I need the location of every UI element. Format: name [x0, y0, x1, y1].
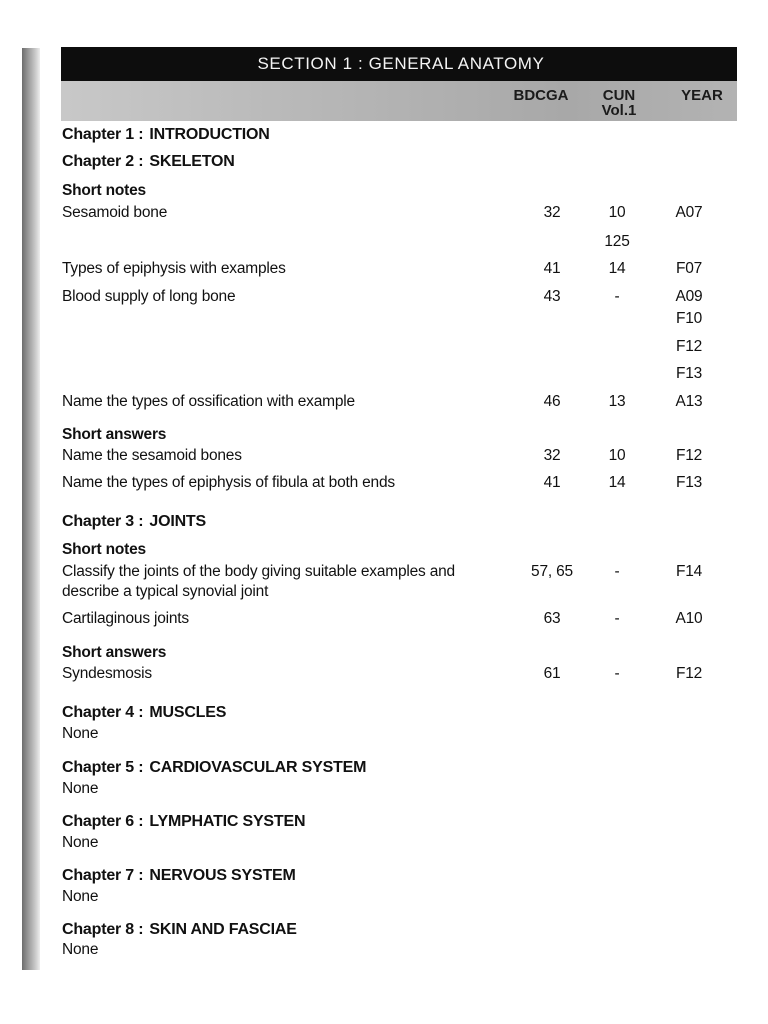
chapter-heading: [62, 920, 742, 940]
cun-page: 14: [608, 474, 626, 491]
question-topic: Blood supply of long bone: [62, 288, 236, 305]
cun-page: 125: [604, 233, 630, 250]
question-topic: Name the types of epiphysis of fibula at both ends: [62, 474, 395, 491]
chapter-label: Chapter 2 :: [62, 153, 144, 170]
none-entry: None: [62, 941, 99, 958]
exam-year: A07: [675, 204, 703, 221]
none-entry: None: [62, 725, 99, 742]
exam-year: F12: [675, 338, 703, 355]
chapter-title: NERVOUS SYSTEM: [149, 867, 296, 884]
book-binding-shadow: [22, 48, 40, 970]
bdcga-page: 32: [543, 447, 561, 464]
subheading-short-notes: Short notes: [62, 182, 146, 199]
bdcga-page: 32: [543, 204, 561, 221]
bdcga-page: 57, 65: [531, 563, 573, 580]
column-header-bdcga: BDCGA: [513, 87, 569, 104]
chapter-title: LYMPHATIC SYSTEN: [149, 813, 306, 830]
chapter-label: Chapter 7 :: [62, 867, 144, 884]
bdcga-page: 41: [543, 260, 561, 277]
exam-year: A09: [675, 288, 703, 305]
chapter-label: Chapter 8 :: [62, 921, 144, 938]
none-entry: None: [62, 834, 99, 851]
chapter-title: SKELETON: [149, 153, 235, 170]
cun-page: 10: [608, 204, 626, 221]
question-topic: Types of epiphysis with examples: [62, 260, 286, 277]
question-topic: Syndesmosis: [62, 665, 152, 682]
exam-year: F13: [675, 474, 703, 491]
column-header-cun: [587, 88, 651, 118]
bdcga-page: 43: [543, 288, 561, 305]
column-header-cun-line1: CUN: [602, 87, 636, 104]
exam-year: F12: [675, 665, 703, 682]
cun-page: 14: [608, 260, 626, 277]
bdcga-page: 46: [543, 393, 561, 410]
cun-page: 10: [608, 447, 626, 464]
exam-year: F07: [675, 260, 703, 277]
chapter-title: MUSCLES: [149, 704, 227, 721]
bdcga-page: 63: [543, 610, 561, 627]
cun-page: -: [614, 610, 620, 627]
chapter-label: Chapter 4 :: [62, 704, 144, 721]
cun-page: -: [614, 665, 620, 682]
chapter-heading: [62, 812, 742, 832]
column-header-band: [61, 81, 737, 121]
none-entry: None: [62, 780, 99, 797]
chapter-heading: [62, 152, 742, 172]
exam-year: F12: [675, 447, 703, 464]
chapter-label: Chapter 6 :: [62, 813, 144, 830]
chapter-label: Chapter 3 :: [62, 513, 144, 530]
chapter-heading: [62, 512, 742, 532]
cun-page: 13: [608, 393, 626, 410]
bdcga-page: 61: [543, 665, 561, 682]
exam-year: F10: [675, 310, 703, 327]
question-topic-line2: describe a typical synovial joint: [62, 583, 269, 600]
subheading-short-notes: Short notes: [62, 541, 146, 558]
exam-year: A13: [675, 393, 703, 410]
chapter-heading: [62, 866, 742, 886]
exam-year: A10: [675, 610, 703, 627]
question-topic: Name the types of ossification with example: [62, 393, 355, 410]
column-header-year: YEAR: [681, 87, 723, 104]
question-topic: Cartilaginous joints: [62, 610, 189, 627]
exam-year: F13: [675, 365, 703, 382]
chapter-title: INTRODUCTION: [149, 126, 270, 143]
section-title-banner: [61, 47, 737, 81]
chapter-label: Chapter 1 :: [62, 126, 144, 143]
chapter-heading: [62, 758, 742, 778]
chapter-title: CARDIOVASCULAR SYSTEM: [149, 759, 367, 776]
none-entry: None: [62, 888, 99, 905]
cun-page: -: [614, 563, 620, 580]
subheading-short-answers: Short answers: [62, 426, 167, 443]
subheading-short-answers: Short answers: [62, 644, 167, 661]
section-title: SECTION 1 : GENERAL ANATOMY: [257, 54, 545, 73]
chapter-heading: [62, 125, 742, 145]
exam-year: F14: [675, 563, 703, 580]
bdcga-page: 41: [543, 474, 561, 491]
chapter-title: SKIN AND FASCIAE: [149, 921, 297, 938]
chapter-heading: [62, 703, 742, 723]
chapter-title: JOINTS: [149, 513, 206, 530]
cun-page: -: [614, 288, 620, 305]
question-topic: Sesamoid bone: [62, 204, 168, 221]
chapter-label: Chapter 5 :: [62, 759, 144, 776]
question-topic: Name the sesamoid bones: [62, 447, 242, 464]
question-topic-line1: Classify the joints of the body giving suitable examples and: [62, 563, 455, 580]
column-header-cun-line2: Vol.1: [601, 102, 637, 119]
